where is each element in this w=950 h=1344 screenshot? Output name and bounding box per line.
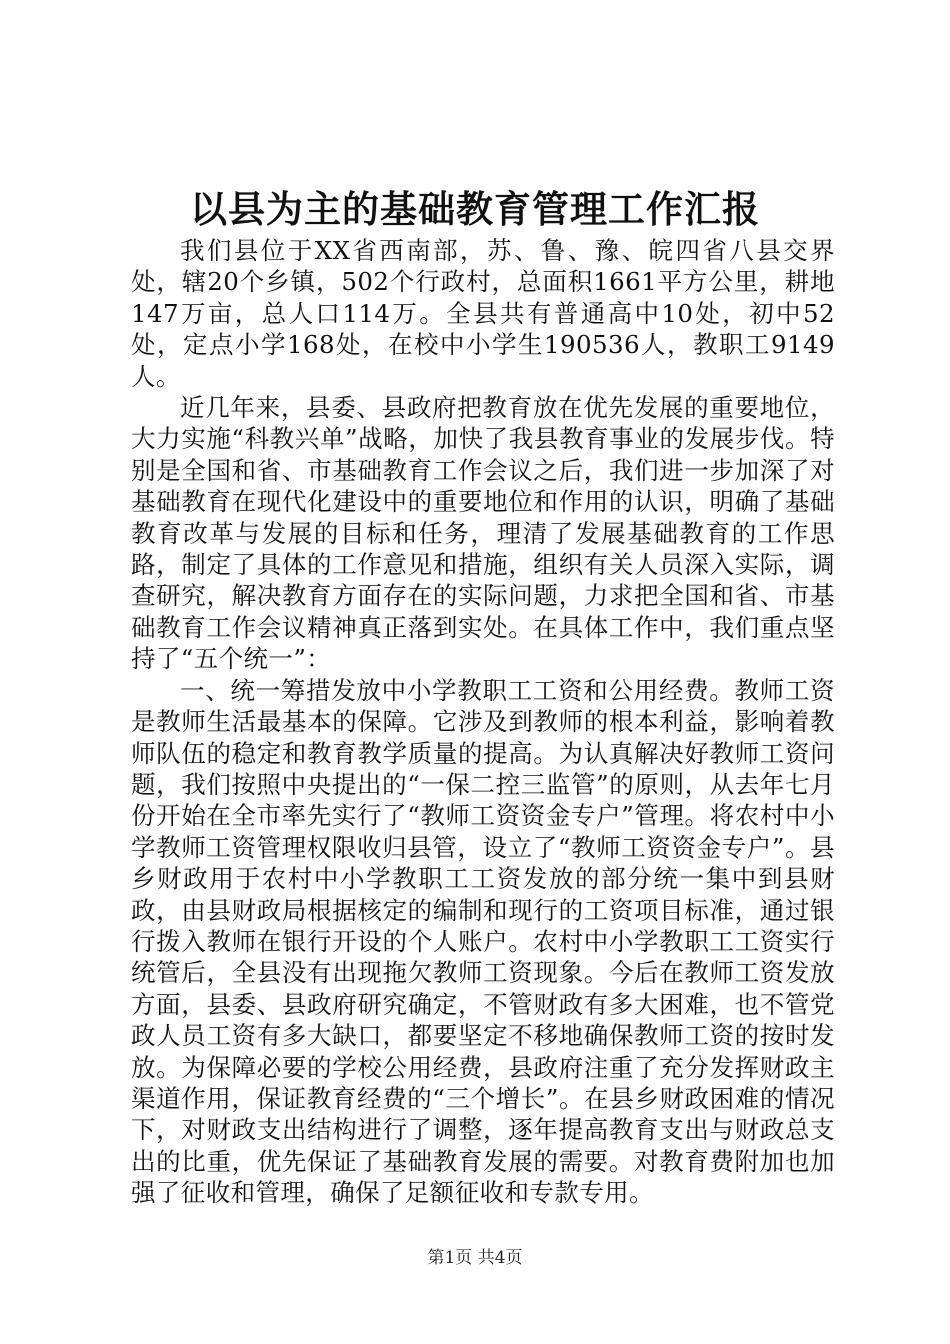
document-body [131, 235, 835, 1209]
document-title: 以县为主的基础教育管理工作汇报 [190, 187, 760, 231]
paragraph-education-priority: 近几年来，县委、县政府把教育放在优先发展的重要地位，大力实施“科教兴单”战略，加快了我县教育事业的发展步伐。特别是全国和省、市基础教育工作会议之后，我们进一步加深了对基础教育在现代化建设中的重要地位和作用的认识，明确了基础教育改革与发展的目标和任务，理清了发展基础教育的工作思路，制定了具体的工作意见和措施，组织有关人员深入实际，调查研究，解决教育方面存在的实际问题，力求把全国和省、市基础教育工作会议精神真正落到实处。在具体工作中，我们重点坚持了“五个统一”： [131, 393, 835, 674]
paragraph-county-overview: 我们县位于XX省西南部，苏、鲁、豫、皖四省八县交界处，辖20个乡镇，502个行政村，总面积1661平方公里，耕地147万亩，总人口114万。全县共有普通高中10处，初中52处，定点小学168处，在校中小学生190536人，教职工9149人。 [131, 236, 835, 391]
paragraph-unified-salary: 一、统一筹措发放中小学教职工工资和公用经费。教师工资是教师生活最基本的保障。它涉及到教师的根本利益，影响着教师队伍的稳定和教育教学质量的提高。为认真解决好教师工资问题，我们按照中央提出的“一保二控三监管”的原则，从去年七月份开始在全市率先实行了“教师工资资金专户”管理。将农村中小学教师工资管理权限收归县管，设立了“教师工资资金专户”。县乡财政用于农村中小学教职工工资发放的部分统一集中到县财政，由县财政局根据核定的编制和现行的工资项目标准，通过银行拨入教师在银行开设的个人账户。农村中小学教职工工资实行统管后，全县没有出现拖欠教师工资现象。今后在教师工资发放方面，县委、县政府研究确定，不管财政有多大困难，也不管党政人员工资有多大缺口，都要坚定不移地确保教师工资的按时发放。为保障必要的学校公用经费，县政府注重了充分发挥财政主渠道作用，保证教育经费的“三个增长”。在县乡财政困难的情况下，对财政支出结构进行了调整，逐年提高教育支出与财政总支出的比重，优先保证了基础教育发展的需要。对教育费附加也加强了征收和管理，确保了足额征收和专款专用。 [131, 675, 835, 1208]
page-number-footer: 第1页 共4页 [427, 1248, 523, 1268]
